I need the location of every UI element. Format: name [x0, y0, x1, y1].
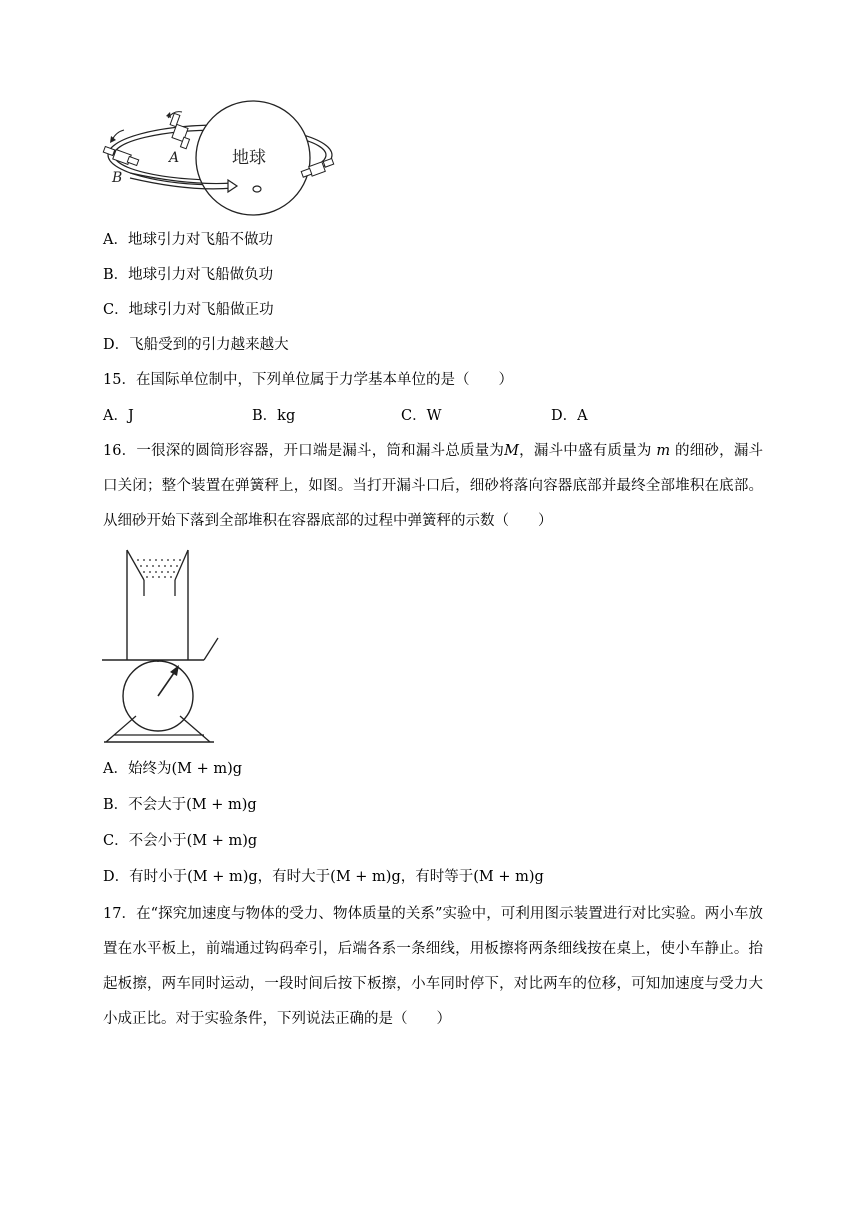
q14-option-d: D．飞船受到的引力越来越大: [103, 337, 289, 353]
q14-option-a: A．地球引力对飞船不做功: [103, 232, 273, 248]
q15-option-a: A．J: [103, 408, 134, 424]
q14-option-c: C．地球引力对飞船做正功: [103, 302, 274, 318]
var-M: M: [504, 443, 519, 459]
label-a: A: [169, 150, 180, 166]
q16-option-b: B．不会大于(M + m)g: [103, 797, 257, 813]
q15-option-d: D．A: [551, 408, 588, 424]
spacecraft-a-icon: [166, 112, 190, 149]
earth-orbit-figure: [100, 100, 340, 200]
q16-stem: 16．一很深的圆筒形容器，开口端是漏斗，筒和漏斗总质量为M，漏斗中盛有质量为 m 的细砂，漏斗口关闭；整个装置在弹簧秤上，如图。当打开漏斗口后，细砂将落向容器底部并最终全部堆积在底部。从细砂开始下落到全部堆积在容器底部的过程中弹簧秤的示数（ ）: [103, 443, 764, 529]
q15-option-c: C．W: [401, 408, 442, 424]
q16-option-a: A．始终为(M + m)g: [103, 761, 243, 777]
q16-option-c: C．不会小于(M + m)g: [103, 833, 258, 849]
q15-stem: 15．在国际单位制中，下列单位属于力学基本单位的是（ ）: [103, 372, 513, 388]
q16-option-d: D．有时小于(M + m)g，有时大于(M + m)g，有时等于(M + m)g: [103, 869, 544, 885]
label-b: B: [112, 170, 123, 186]
q15-option-b: B．kg: [252, 408, 296, 424]
earth-label: 地球: [232, 148, 266, 168]
sand-dots: [137, 559, 181, 578]
q14-option-b: B．地球引力对飞船做负功: [103, 267, 274, 283]
spring-scale-figure: [100, 548, 225, 744]
var-m: m: [656, 443, 671, 459]
q17-stem: 17．在“探究加速度与物体的受力、物体质量的关系”实验中，可利用图示装置进行对比实验。两小车放置在水平板上，前端通过钩码牵引，后端各系一条细线，用板擦将两条细线按在桌上，使小车静止。抬起板擦，两车同时运动，一段时间后按下板擦，小车同时停下，对比两车的位移，可知加速度与受力大小成正比。对于实验条件，下列说法正确的是（ ）: [103, 906, 763, 1027]
